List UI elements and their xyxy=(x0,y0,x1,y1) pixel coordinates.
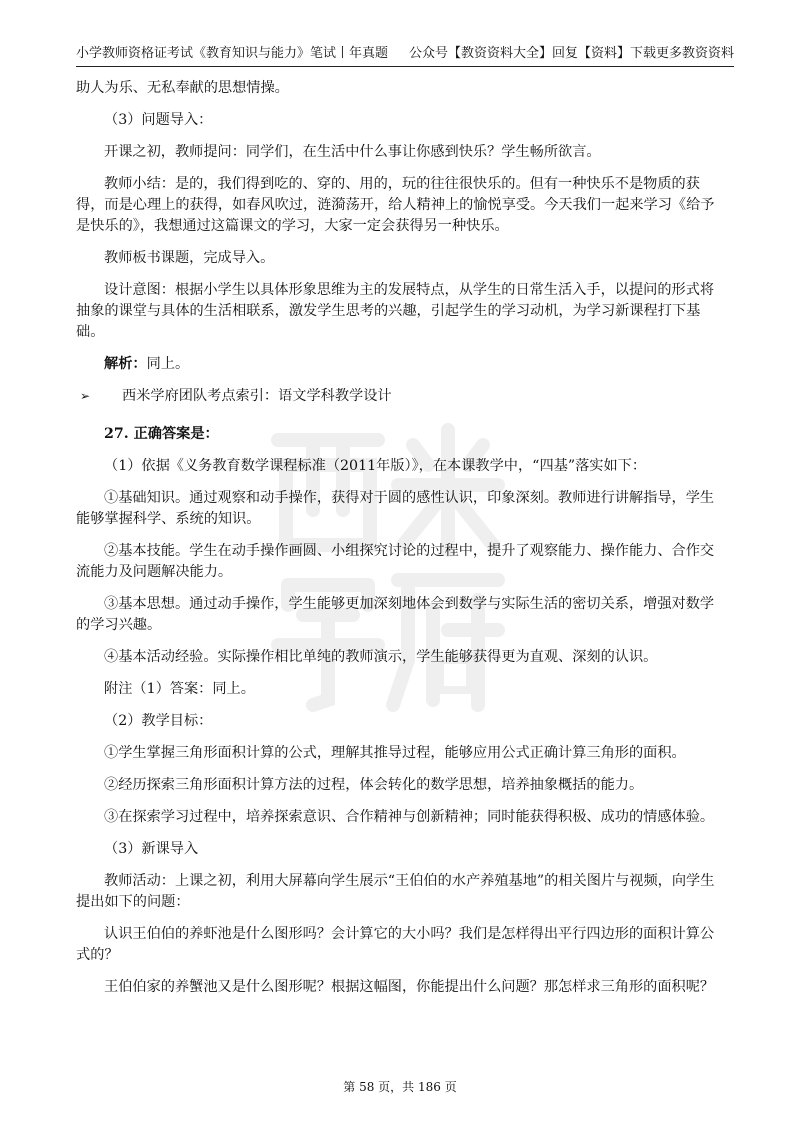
section-heading: （2）教学目标： xyxy=(104,713,213,729)
analysis-text: 同上。 xyxy=(146,356,190,372)
header-promo: 公众号【教资资料大全】回复【资料】下载更多教资资料 xyxy=(408,46,734,61)
section-heading: （3）问题导入： xyxy=(104,112,213,128)
arrow-bullet-icon: ➢ xyxy=(80,389,91,403)
analysis-line xyxy=(76,354,728,375)
paragraph: 王伯伯家的养蟹池又是什么图形呢？根据这幅图，你能提出什么问题？那怎样求三角形的面积呢？ xyxy=(104,979,715,995)
question-27-title: 27. 正确答案是： xyxy=(104,426,219,442)
paragraph: ③在探索学习过程中，培养探索意识、合作精神与创新精神；同时能获得积极、成功的情感体验。 xyxy=(104,809,715,825)
section-heading: （3）新课导入 xyxy=(104,841,199,857)
paragraph: 教师板书课题，完成导入。 xyxy=(104,250,275,266)
paragraph: 附注（1）答案：同上。 xyxy=(104,681,255,697)
paragraph: ④基本活动经验。实际操作相比单纯的教师演示，学生能够获得更为直观、深刻的认识。 xyxy=(104,649,658,665)
bullet-text: 西米学府团队考点索引：语文学科教学设计 xyxy=(122,388,392,404)
page-content xyxy=(76,78,728,1009)
design-intent-paragraph: 设计意图：根据小学生以具体形象思维为主的发展特点，从学生的日常生活入手，以提问的形式将抽象的课堂与具体的生活相联系，激发学生思考的兴趣，引起学生的学习动机，为学习新课程打下基础。 xyxy=(76,282,715,340)
paragraph: 教师活动：上课之初，利用大屏幕向学生展示“王伯伯的水产养殖基地”的相关图片与视频，向学生提出如下的问题： xyxy=(76,873,715,910)
paragraph: 开课之初，教师提问：同学们，在生活中什么事让你感到快乐？学生畅所欲言。 xyxy=(104,144,601,160)
paragraph: 助人为乐、无私奉献的思想情操。 xyxy=(76,80,289,96)
page-header xyxy=(76,42,734,67)
analysis-label: 解析： xyxy=(104,356,147,372)
paragraph: ③基本思想。通过动手操作，学生能够更加深刻地体会到数学与实际生活的密切关系，增强对数学的学习兴趣。 xyxy=(76,596,715,633)
paragraph: ②基本技能。学生在动手操作画圆、小组探究讨论的过程中，提升了观察能力、操作能力、合作交流能力及问题解决能力。 xyxy=(76,543,715,580)
paragraph: （1）依据《义务教育数学课程标准（2011年版）》，在本课教学中，“四基”落实如下： xyxy=(104,458,647,474)
paragraph: ①学生掌握三角形面积计算的公式，理解其推导过程，能够应用公式正确计算三角形的面积。 xyxy=(104,745,686,761)
index-bullet xyxy=(76,386,728,407)
paragraph: 认识王伯伯的养虾池是什么图形吗？会计算它的大小吗？我们是怎样得出平行四边形的面积计算公式的？ xyxy=(76,926,715,963)
paragraph: ①基础知识。通过观察和动手操作，获得对于圆的感性认识，印象深刻。教师进行讲解指导，学生能够掌握科学、系统的知识。 xyxy=(76,490,715,527)
page-number: 第 58 页，共 186 页 xyxy=(343,1080,457,1094)
paragraph: 教师小结：是的，我们得到吃的、穿的、用的，玩的往往很快乐的。但有一种快乐不是物质的获得，而是心理上的获得，如春风吹过，涟漪荡开，给人精神上的愉悦享受。今天我们一起来学习《给予是快乐的》，我想通过这篇课文的学习，大家一定会获得另一种快乐。 xyxy=(76,176,715,234)
paragraph: ②经历探索三角形面积计算方法的过程，体会转化的数学思想，培养抽象概括的能力。 xyxy=(104,777,644,793)
header-title: 小学教师资格证考试《教育知识与能力》笔试丨年真题 xyxy=(76,46,389,61)
page-footer xyxy=(0,1078,800,1095)
